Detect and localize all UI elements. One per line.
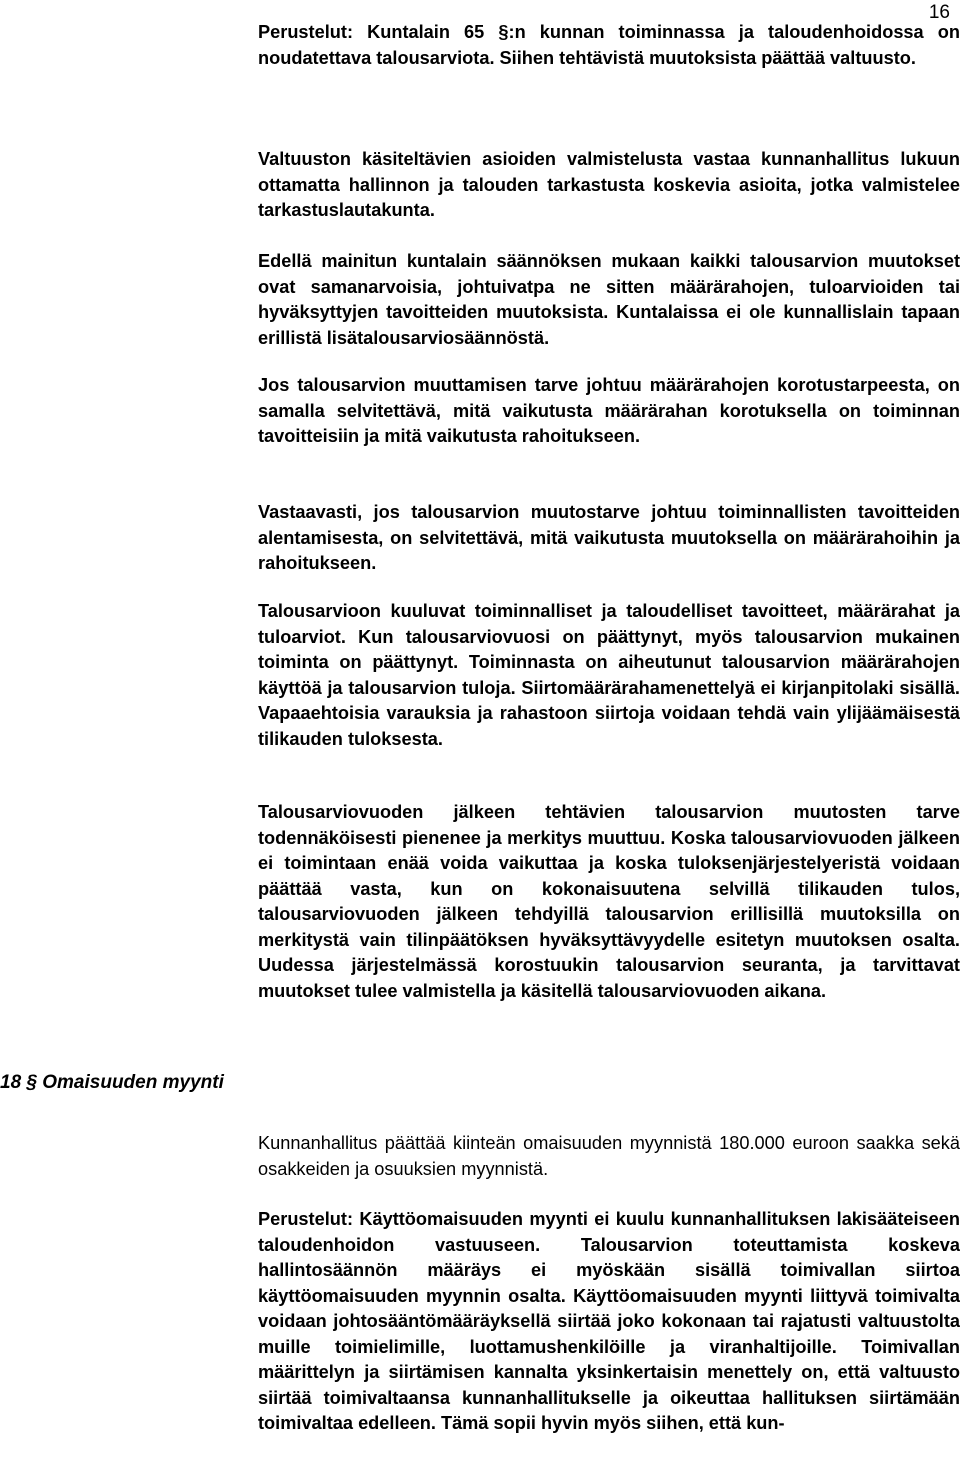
- paragraph-tavoitteiden-alentaminen: [258, 500, 960, 577]
- page-number: 16: [928, 2, 950, 23]
- paragraph-valtuusto-valmistelu: [258, 147, 960, 224]
- paragraph-kunnanhallitus-paattaa: [258, 1131, 960, 1182]
- paragraph-talousarvioon-kuuluvat: [258, 599, 960, 752]
- paragraph-muutokset-samanarvoisia: [258, 249, 960, 351]
- paragraph-text: Perustelut: Kuntalain 65 §:n kunnan toiminnassa ja taloudenhoidossa on noudatettava talousarviota. Siihen tehtävistä muutoksista päättää valtuusto.: [258, 22, 960, 68]
- paragraph-perustelut-kuntalaki: [258, 20, 960, 71]
- paragraph-text: Talousarviovuoden jälkeen tehtävien talousarvion muutosten tarve todennäköisesti pienenee ja merkitys muuttuu. Koska talousarviovuoden jälkeen ei toimintaan enää voida vaikuttaa ja koska tuloksenjärjestelyeristä voidaan päättää vasta, kun on kokonaisuutena selvillä tilikauden tulos, talousarviovuoden jälkeen tehdyillä talousarvion erillisillä muutoksilla on merkitystä vain tilinpäätöksen hyväksyttävyydelle esitetyn muutoksen osalta. Uudessa järjestelmässä korostuukin talousarvion seuranta, ja tarvittavat muutokset tulee valmistella ja käsitellä talousarviovuoden aikana.: [258, 802, 960, 1001]
- paragraph-korotustarve: [258, 373, 960, 450]
- paragraph-text: Talousarvioon kuuluvat toiminnalliset ja taloudelliset tavoitteet, määrärahat ja tuloarviot. Kun talousarviovuosi on päättynyt, myös talousarvion mukainen toiminta on päättynyt. Toiminnasta on aiheutunut talousarvion määrärahojen käyttöä ja talousarvion tuloja. Siirtomäärärahamenettelyä ei kirjanpitolaki sisällä. Vapaaehtoisia varauksia ja rahastoon siirtoja voidaan tehdä vain ylijäämäisestä tilikauden tuloksesta.: [258, 601, 960, 749]
- paragraph-text: Jos talousarvion muuttamisen tarve johtuu määrärahojen korotustarpeesta, on samalla selvitettävä, mitä vaikutusta määrärahan korotuksella on toiminnan tavoitteisiin ja mitä vaikutusta rahoitukseen.: [258, 375, 960, 446]
- section-heading: 18 § Omaisuuden myynti: [0, 1072, 224, 1093]
- paragraph-text: Valtuuston käsiteltävien asioiden valmistelusta vastaa kunnanhallitus lukuun ottamatta hallinnon ja talouden tarkastusta koskevia asioita, jotka valmistelee tarkastuslautakunta.: [258, 149, 960, 220]
- paragraph-text: Perustelut: Käyttöomaisuuden myynti ei kuulu kunnanhallituksen lakisääteiseen taloudenhoidon vastuuseen. Talousarvion toteuttamista koskeva hallintosäännön määräys ei myöskään sisällä toimivallan siirtoa käyttöomaisuuden myynnin osalta. Käyttöomaisuuden myynti liittyvä toimivalta voidaan johtosääntömääräyksellä siirtää joko kokonaan tai rajatusti valtuustolta muille toimielimille, luottamushenkilöille ja viranhaltijoille. Toimivallan määrittelyn ja siirtämisen kannalta yksinkertaisin menettely on, että valtuusto siirtää toimivaltaansa kunnanhallitukselle ja oikeuttaa hallituksen siirtämään toimivaltaa edelleen. Tämä sopii hyvin myös siihen, että kun-: [258, 1209, 960, 1433]
- paragraph-text: Edellä mainitun kuntalain säännöksen mukaan kaikki talousarvion muutokset ovat samanarvoisia, johtuivatpa ne sitten määrärahojen, tuloarvioiden tai hyväksyttyjen tavoitteiden muutoksista. Kuntalaissa ei ole kunnallislain tapaan erillistä lisätalousarviosäännöstä.: [258, 251, 960, 348]
- paragraph-text: Vastaavasti, jos talousarvion muutostarve johtuu toiminnallisten tavoitteiden alentamisesta, on selvitettävä, mitä vaikutusta muutoksella on määrärahoihin ja rahoitukseen.: [258, 502, 960, 573]
- paragraph-perustelut-kayttoomaisuus: [258, 1207, 960, 1437]
- paragraph-talousarviovuoden-jalkeen: [258, 800, 960, 1004]
- paragraph-text: Kunnanhallitus päättää kiinteän omaisuuden myynnistä 180.000 euroon saakka sekä osakkeiden ja osuuksien myynnistä.: [258, 1133, 960, 1179]
